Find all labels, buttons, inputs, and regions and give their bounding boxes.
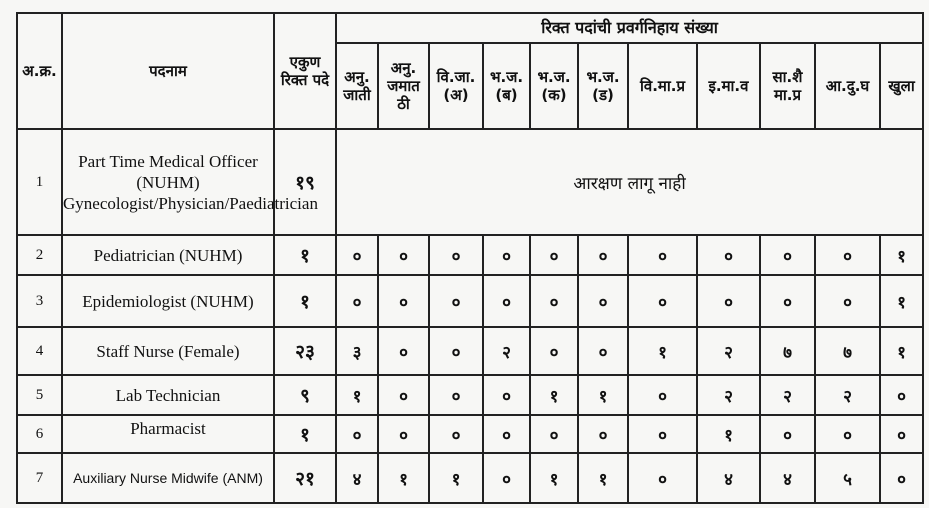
sr-no-cell: 2 [17, 235, 62, 275]
category-count-cell: २ [697, 375, 760, 415]
post-name-cell: Pharmacist [62, 415, 274, 453]
category-count-cell: ५ [815, 453, 880, 503]
category-count-cell: २ [697, 327, 760, 375]
category-count-cell: ० [880, 375, 923, 415]
category-count-cell: ० [378, 275, 429, 327]
category-count-cell: ० [760, 235, 815, 275]
post-name-cell: Lab Technician [62, 375, 274, 415]
category-count-cell: ० [429, 327, 483, 375]
table-row [17, 375, 923, 415]
vacancy-table [16, 12, 924, 504]
total-cell: २१ [274, 453, 336, 503]
category-count-cell: १ [880, 327, 923, 375]
total-cell: १ [274, 415, 336, 453]
category-count-cell: १ [578, 375, 628, 415]
category-count-cell: १ [628, 327, 697, 375]
post-name-cell: Part Time Medical Officer (NUHM) Gynecologist/Physician/Paediatrician [62, 129, 274, 235]
category-count-cell: ० [483, 275, 530, 327]
category-count-cell: ० [815, 415, 880, 453]
category-count-cell: १ [880, 275, 923, 327]
category-count-cell: ० [530, 275, 578, 327]
category-count-cell: १ [530, 375, 578, 415]
table-row [17, 453, 923, 503]
category-count-cell: १ [378, 453, 429, 503]
post-name-cell: Pediatrician (NUHM) [62, 235, 274, 275]
total-cell: २३ [274, 327, 336, 375]
category-count-cell: ० [429, 235, 483, 275]
category-header: वि.जा. (अ) [429, 43, 483, 129]
category-count-cell: ० [378, 415, 429, 453]
category-count-cell: ० [697, 275, 760, 327]
category-count-cell: २ [815, 375, 880, 415]
sr-no-cell: 5 [17, 375, 62, 415]
category-count-cell: ० [815, 275, 880, 327]
sr-no-cell: 1 [17, 129, 62, 235]
category-count-cell: ० [578, 327, 628, 375]
table-row [17, 129, 923, 235]
reservation-not-applicable-cell: आरक्षण लागू नाही [336, 129, 923, 235]
category-header: अनु. जमात ठी [378, 43, 429, 129]
category-count-cell: ३ [336, 327, 378, 375]
category-count-cell: ० [530, 327, 578, 375]
category-count-cell: ० [815, 235, 880, 275]
category-count-cell: ० [628, 275, 697, 327]
table-row [17, 327, 923, 375]
category-count-cell: ० [628, 375, 697, 415]
category-header: इ.मा.व [697, 43, 760, 129]
total-cell: १९ [274, 129, 336, 235]
category-count-cell: १ [336, 375, 378, 415]
total-cell: १ [274, 275, 336, 327]
category-header: आ.दु.घ [815, 43, 880, 129]
category-count-cell: ४ [760, 453, 815, 503]
category-header: सा.शै मा.प्र [760, 43, 815, 129]
sr-no-cell: 7 [17, 453, 62, 503]
category-count-cell: ० [483, 375, 530, 415]
category-header: भ.ज. (ड) [578, 43, 628, 129]
category-count-cell: ० [578, 275, 628, 327]
category-count-cell: ० [336, 275, 378, 327]
category-header: वि.मा.प्र [628, 43, 697, 129]
category-count-cell: ० [880, 453, 923, 503]
total-vacancies-header: एकुण रिक्त पदे [274, 13, 336, 129]
category-count-cell: १ [530, 453, 578, 503]
category-count-cell: ७ [815, 327, 880, 375]
category-count-cell: ० [483, 453, 530, 503]
category-count-cell: ७ [760, 327, 815, 375]
category-count-cell: ० [578, 415, 628, 453]
category-count-cell: ० [697, 235, 760, 275]
total-cell: ९ [274, 375, 336, 415]
sr-no-header: अ.क्र. [17, 13, 62, 129]
category-count-cell: ४ [697, 453, 760, 503]
category-header: खुला [880, 43, 923, 129]
category-count-cell: २ [760, 375, 815, 415]
category-count-cell: ० [336, 235, 378, 275]
category-count-cell: ० [429, 415, 483, 453]
category-count-cell: १ [429, 453, 483, 503]
post-name-cell: Staff Nurse (Female) [62, 327, 274, 375]
category-header: भ.ज. (ब) [483, 43, 530, 129]
sr-no-cell: 3 [17, 275, 62, 327]
category-count-cell: ० [429, 375, 483, 415]
post-name-cell: Epidemiologist (NUHM) [62, 275, 274, 327]
category-count-cell: ० [530, 235, 578, 275]
sr-no-cell: 6 [17, 415, 62, 453]
category-count-cell: २ [483, 327, 530, 375]
category-count-cell: ० [378, 375, 429, 415]
category-count-cell: ० [530, 415, 578, 453]
post-name-cell: Auxiliary Nurse Midwife (ANM) [62, 453, 274, 503]
table-row [17, 275, 923, 327]
category-count-cell: १ [697, 415, 760, 453]
category-count-cell: ० [628, 453, 697, 503]
category-header: भ.ज. (क) [530, 43, 578, 129]
category-count-cell: ० [336, 415, 378, 453]
table-row [17, 415, 923, 453]
category-count-cell: ० [578, 235, 628, 275]
category-count-cell: १ [880, 235, 923, 275]
post-name-header: पदनाम [62, 13, 274, 129]
category-count-cell: ० [483, 415, 530, 453]
category-count-cell: ० [483, 235, 530, 275]
category-header: अनु. जाती [336, 43, 378, 129]
sr-no-cell: 4 [17, 327, 62, 375]
category-count-cell: ० [760, 275, 815, 327]
category-count-cell: ० [378, 235, 429, 275]
category-group-header: रिक्त पदांची प्रवर्गनिहाय संख्या [336, 13, 923, 43]
category-count-cell: ० [429, 275, 483, 327]
category-count-cell: ० [880, 415, 923, 453]
category-count-cell: १ [578, 453, 628, 503]
total-cell: १ [274, 235, 336, 275]
category-count-cell: ० [628, 415, 697, 453]
category-count-cell: ० [378, 327, 429, 375]
category-count-cell: ० [628, 235, 697, 275]
category-count-cell: ० [760, 415, 815, 453]
table-row [17, 235, 923, 275]
category-count-cell: ४ [336, 453, 378, 503]
